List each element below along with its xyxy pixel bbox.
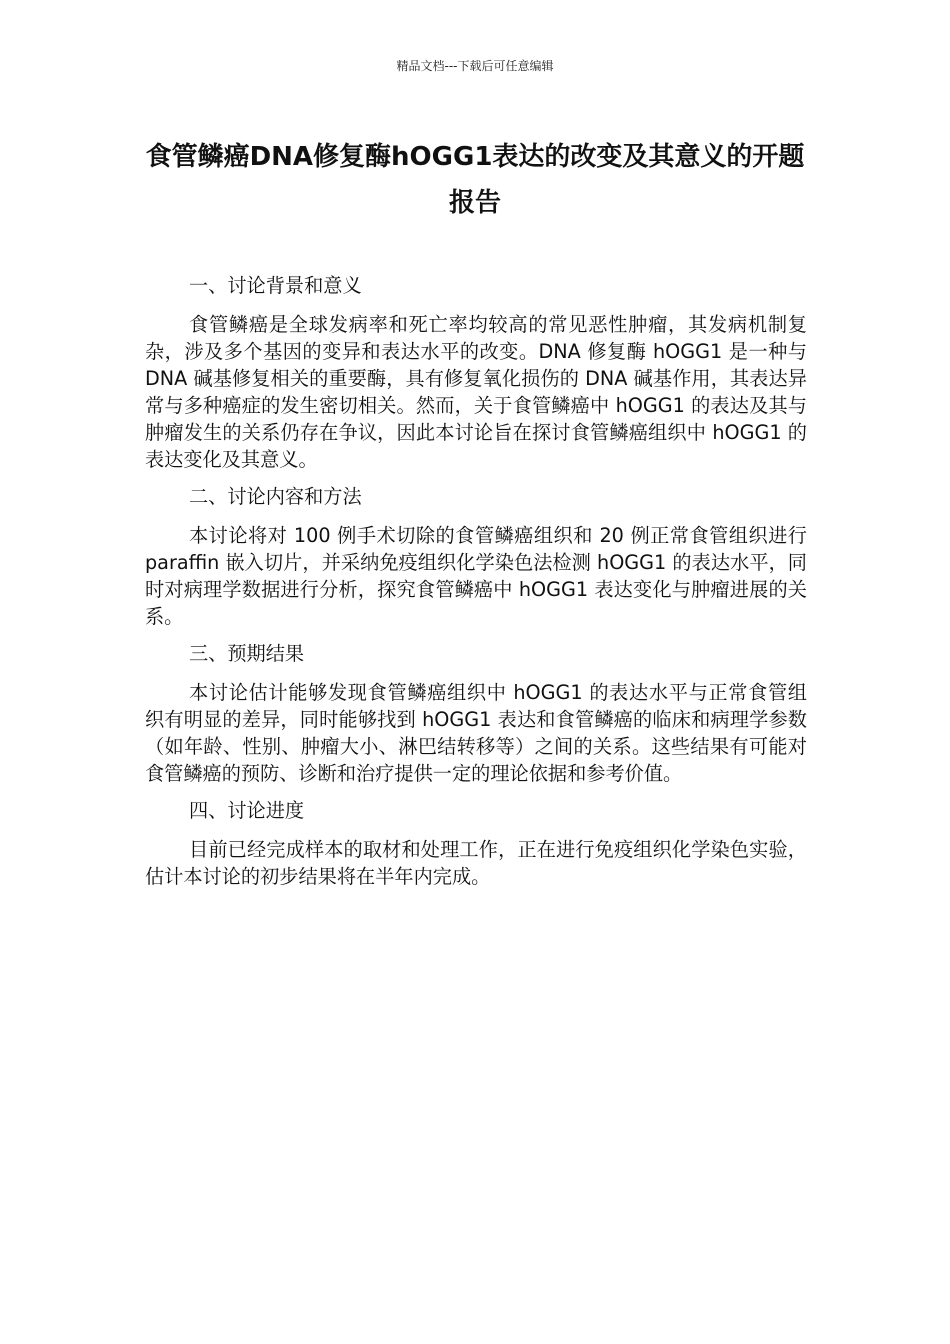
section-expected-results [145, 640, 807, 787]
section-progress [145, 797, 807, 890]
document-title: 食管鳞癌DNA修复酶hOGG1表达的改变及其意义的开题报告 [145, 142, 805, 218]
section-content-methods [145, 483, 807, 630]
section-heading: 二、讨论内容和方法 [189, 485, 362, 508]
section-background [145, 272, 807, 473]
page-header-watermark: 精品文档---下载后可任意编辑 [396, 59, 554, 73]
document-body [145, 272, 807, 900]
section-paragraph: 本讨论将对 100 例手术切除的食管鳞癌组织和 20 例正常食管组织进行 paraffin 嵌入切片，并采纳免疫组织化学染色法检测 hOGG1 的表达水平，同时对病理学数据进行分析，探究食管鳞癌中 hOGG1 表达变化与肿瘤进展的关系。 [145, 524, 807, 628]
section-heading: 三、预期结果 [189, 642, 305, 665]
section-heading: 一、讨论背景和意义 [189, 274, 362, 297]
section-paragraph: 食管鳞癌是全球发病率和死亡率均较高的常见恶性肿瘤，其发病机制复杂，涉及多个基因的变异和表达水平的改变。DNA 修复酶 hOGG1 是一种与 DNA 碱基修复相关的重要酶，具有修复氧化损伤的 DNA 碱基作用，其表达异常与多种癌症的发生密切相关。然而，关于食管鳞癌中 hOGG1 的表达及其与肿瘤发生的关系仍存在争议，因此本讨论旨在探讨食管鳞癌组织中 hOGG1 的表达变化及其意义。 [145, 313, 807, 471]
section-paragraph: 本讨论估计能够发现食管鳞癌组织中 hOGG1 的表达水平与正常食管组织有明显的差异，同时能够找到 hOGG1 表达和食管鳞癌的临床和病理学参数（如年龄、性别、肿瘤大小、淋巴结转移等）之间的关系。这些结果有可能对食管鳞癌的预防、诊断和治疗提供一定的理论依据和参考价值。 [145, 681, 807, 785]
section-paragraph: 目前已经完成样本的取材和处理工作，正在进行免疫组织化学染色实验，估计本讨论的初步结果将在半年内完成。 [145, 838, 807, 888]
section-heading: 四、讨论进度 [189, 799, 305, 822]
